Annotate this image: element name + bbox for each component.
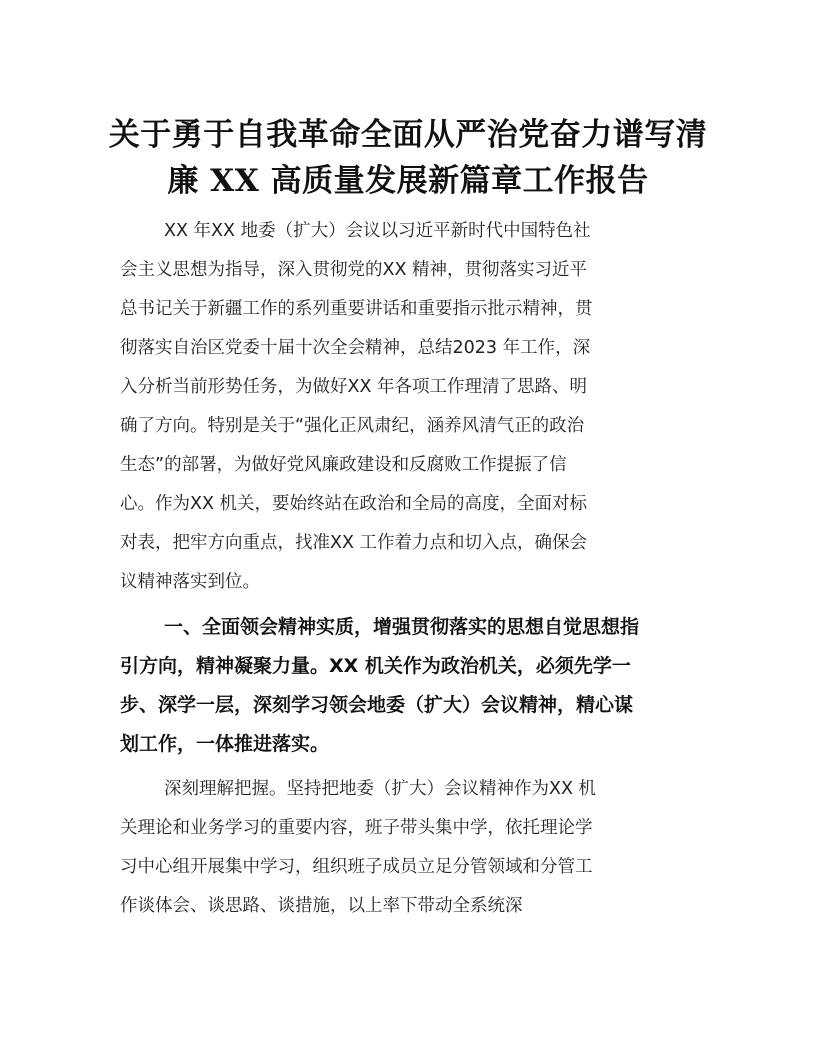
paragraph-line: 生态”的部署，为做好党风廉政建设和反腐败工作提振了信 — [120, 455, 567, 475]
paragraph-line: XX 年XX 地委（扩大）会议以习近平新时代中国特色社 — [164, 221, 591, 241]
paragraph-line: 会主义思想为指导，深入贯彻党的XX 精神，贯彻落实习近平 — [120, 260, 588, 280]
paragraph-line: 划工作，一体推进落实。 — [120, 733, 330, 755]
paragraph-line: 习中心组开展集中学习，组织班子成员立足分管领域和分管工 — [120, 857, 593, 877]
body-paragraph — [120, 770, 698, 926]
document-title — [100, 112, 716, 204]
paragraph-line: 彻落实自治区党委十届十次全会精神，总结2023 年工作，深 — [120, 338, 591, 358]
paragraph-line: 入分析当前形势任务，为做好XX 年各项工作理清了思路、明 — [120, 377, 588, 397]
intro-paragraph — [120, 212, 698, 602]
paragraph-line: 步、深学一层，深刻学习领会地委（扩大）会议精神，精心谋 — [120, 694, 634, 716]
title-line: 关于勇于自我革命全面从严治党奋力谱写清 — [108, 117, 708, 153]
paragraph-line: 议精神落实到位。 — [120, 572, 260, 592]
paragraph-line: 作谈体会、谈思路、谈措施，以上率下带动全系统深 — [120, 896, 523, 916]
paragraph-line: 一、全面领会精神实质，增强贯彻落实的思想自觉思想指 — [164, 616, 640, 638]
paragraph-line: 总书记关于新疆工作的系列重要讲话和重要指示批示精神，贯 — [120, 299, 593, 319]
paragraph-line: 关理论和业务学习的重要内容，班子带头集中学，依托理论学 — [120, 818, 593, 838]
paragraph-line: 引方向，精神凝聚力量。XX 机关作为政治机关，必须先学一 — [120, 655, 631, 677]
title-line: 廉 XX 高质量发展新篇章工作报告 — [167, 163, 649, 199]
paragraph-line: 深刻理解把握。坚持把地委（扩大）会议精神作为XX 机 — [164, 779, 597, 799]
paragraph-line: 心。作为XX 机关，要始终站在政治和全局的高度，全面对标 — [120, 494, 588, 514]
paragraph-line: 确了方向。特别是关于“强化正风肃纪，涵养风清气正的政治 — [120, 416, 585, 436]
section-heading-paragraph — [120, 608, 700, 764]
paragraph-line: 对表，把牢方向重点，找准XX 工作着力点和切入点，确保会 — [120, 533, 588, 553]
